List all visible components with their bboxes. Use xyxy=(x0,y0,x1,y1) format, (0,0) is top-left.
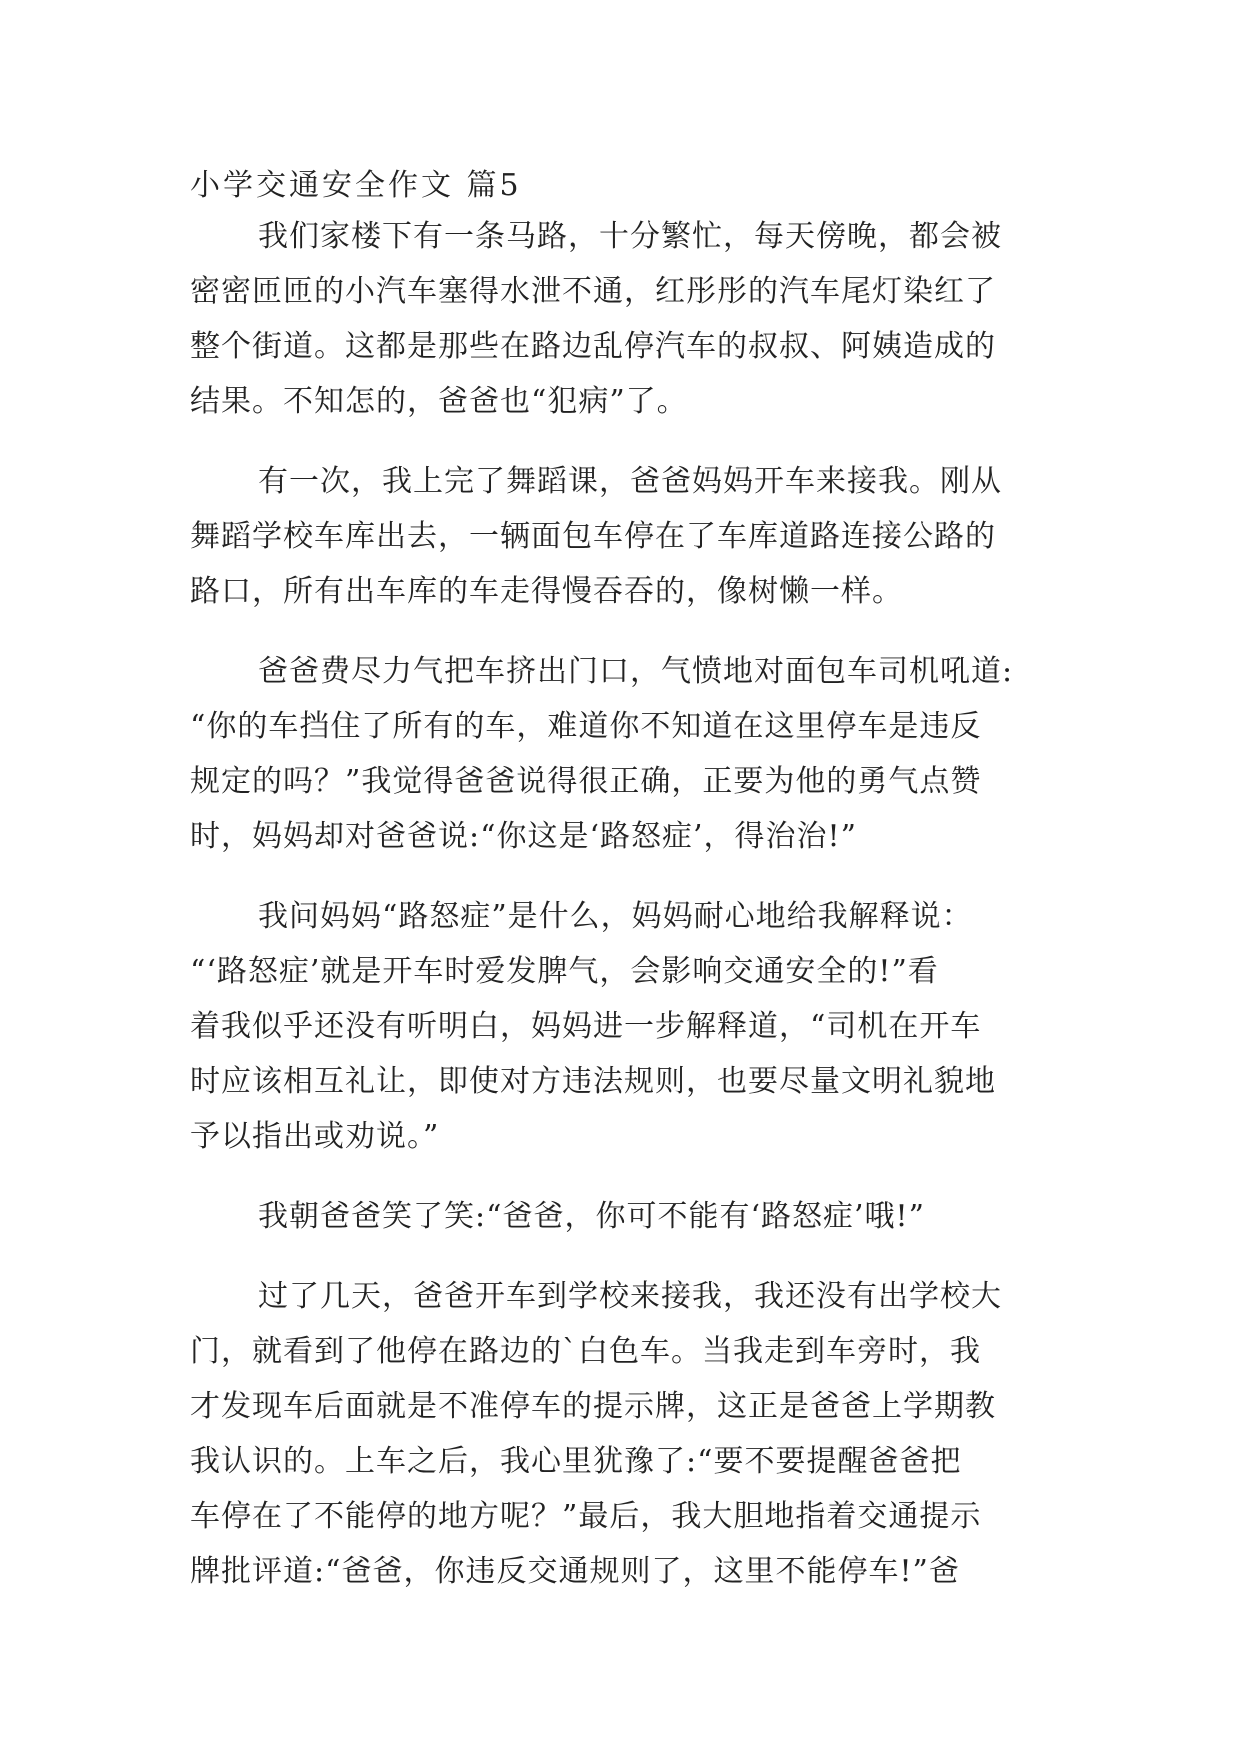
paragraph-line: 才发现车后面就是不准停车的提示牌，这正是爸爸上学期教 xyxy=(190,1389,996,1424)
paragraph-line: 我朝爸爸笑了笑:“爸爸，你可不能有‘路怒症’哦!” xyxy=(258,1199,925,1234)
paragraph-line: 时应该相互礼让，即使对方违法规则，也要尽量文明礼貌地 xyxy=(190,1064,996,1099)
paragraph-line: 规定的吗？”我觉得爸爸说得很正确，正要为他的勇气点赞 xyxy=(190,764,982,799)
paragraph-line: “你的车挡住了所有的车，难道你不知道在这里停车是违反 xyxy=(190,709,982,744)
paragraph-line: 有一次，我上完了舞蹈课，爸爸妈妈开车来接我。刚从 xyxy=(258,464,1002,499)
paragraph-line: 舞蹈学校车库出去，一辆面包车停在了车库道路连接公路的 xyxy=(190,519,996,554)
paragraph-line: 牌批评道:“爸爸，你违反交通规则了，这里不能停车!”爸 xyxy=(190,1554,960,1589)
paragraph-line: 车停在了不能停的地方呢？”最后，我大胆地指着交通提示 xyxy=(190,1499,982,1534)
paragraph-line: 整个街道。这都是那些在路边乱停汽车的叔叔、阿姨造成的 xyxy=(190,329,996,364)
paragraph-line: 门，就看到了他停在路边的`白色车。当我走到车旁时，我 xyxy=(190,1334,981,1369)
paragraph-line: “‘路怒症’就是开车时爱发脾气，会影响交通安全的!”看 xyxy=(190,954,939,989)
paragraph-line: 过了几天，爸爸开车到学校来接我，我还没有出学校大 xyxy=(258,1279,1002,1314)
paragraph-line: 密密匝匝的小汽车塞得水泄不通，红彤彤的汽车尾灯染红了 xyxy=(190,274,996,309)
paragraph-line: 爸爸费尽力气把车挤出门口，气愤地对面包车司机吼道: xyxy=(258,654,1014,689)
paragraph-line: 我问妈妈“路怒症”是什么，妈妈耐心地给我解释说： xyxy=(258,899,973,934)
paragraph-line: 时，妈妈却对爸爸说:“你这是‘路怒症’，得治治!” xyxy=(190,819,857,854)
document-title: 小学交通安全作文 篇5 xyxy=(190,168,522,203)
paragraph-line: 结果。不知怎的，爸爸也“犯病”了。 xyxy=(190,384,688,419)
paragraph-line: 我认识的。上车之后，我心里犹豫了:“要不要提醒爸爸把 xyxy=(190,1444,962,1479)
paragraph-line: 予以指出或劝说。” xyxy=(190,1119,440,1154)
paragraph-line: 我们家楼下有一条马路，十分繁忙，每天傍晚，都会被 xyxy=(258,219,1002,254)
paragraph-line: 路口，所有出车库的车走得慢吞吞的，像树懒一样。 xyxy=(190,574,903,609)
paragraph-line: 着我似乎还没有听明白，妈妈进一步解释道，“司机在开车 xyxy=(190,1009,982,1044)
